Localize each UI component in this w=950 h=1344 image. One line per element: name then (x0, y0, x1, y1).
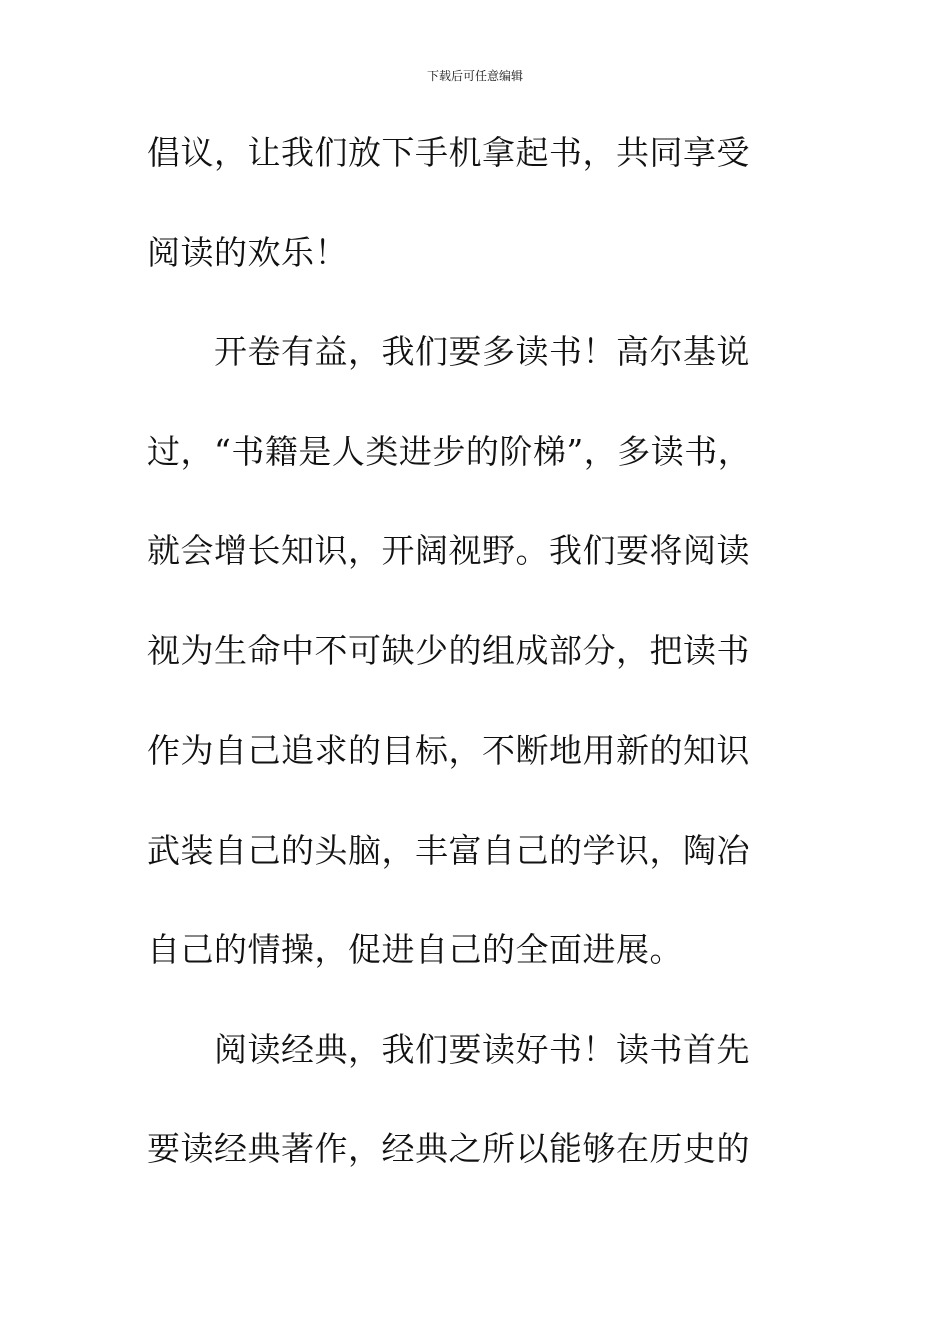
text-line: 就会增长知识，开阔视野。我们要将阅读 (147, 531, 750, 570)
text-line: 要读经典著作，经典之所以能够在历史的 (147, 1129, 750, 1168)
page-header: 下载后可任意编辑 (426, 69, 523, 83)
text-line: 倡议，让我们放下手机拿起书，共同享受 (147, 133, 750, 172)
paragraph-first-line: 开卷有益，我们要多读书！高尔基说 (214, 332, 750, 371)
text-line: 阅读的欢乐！ (147, 233, 348, 272)
text-line: 过，“书籍是人类进步的阶梯”，多读书， (147, 432, 752, 471)
paragraph-first-line: 阅读经典，我们要读好书！读书首先 (214, 1030, 750, 1069)
text-line: 作为自己追求的目标，不断地用新的知识 (147, 731, 750, 770)
text-line: 武装自己的头脑，丰富自己的学识，陶冶 (147, 831, 750, 870)
text-line: 视为生命中不可缺少的组成部分，把读书 (147, 631, 750, 670)
text-line: 自己的情操，促进自己的全面进展。 (147, 930, 683, 969)
